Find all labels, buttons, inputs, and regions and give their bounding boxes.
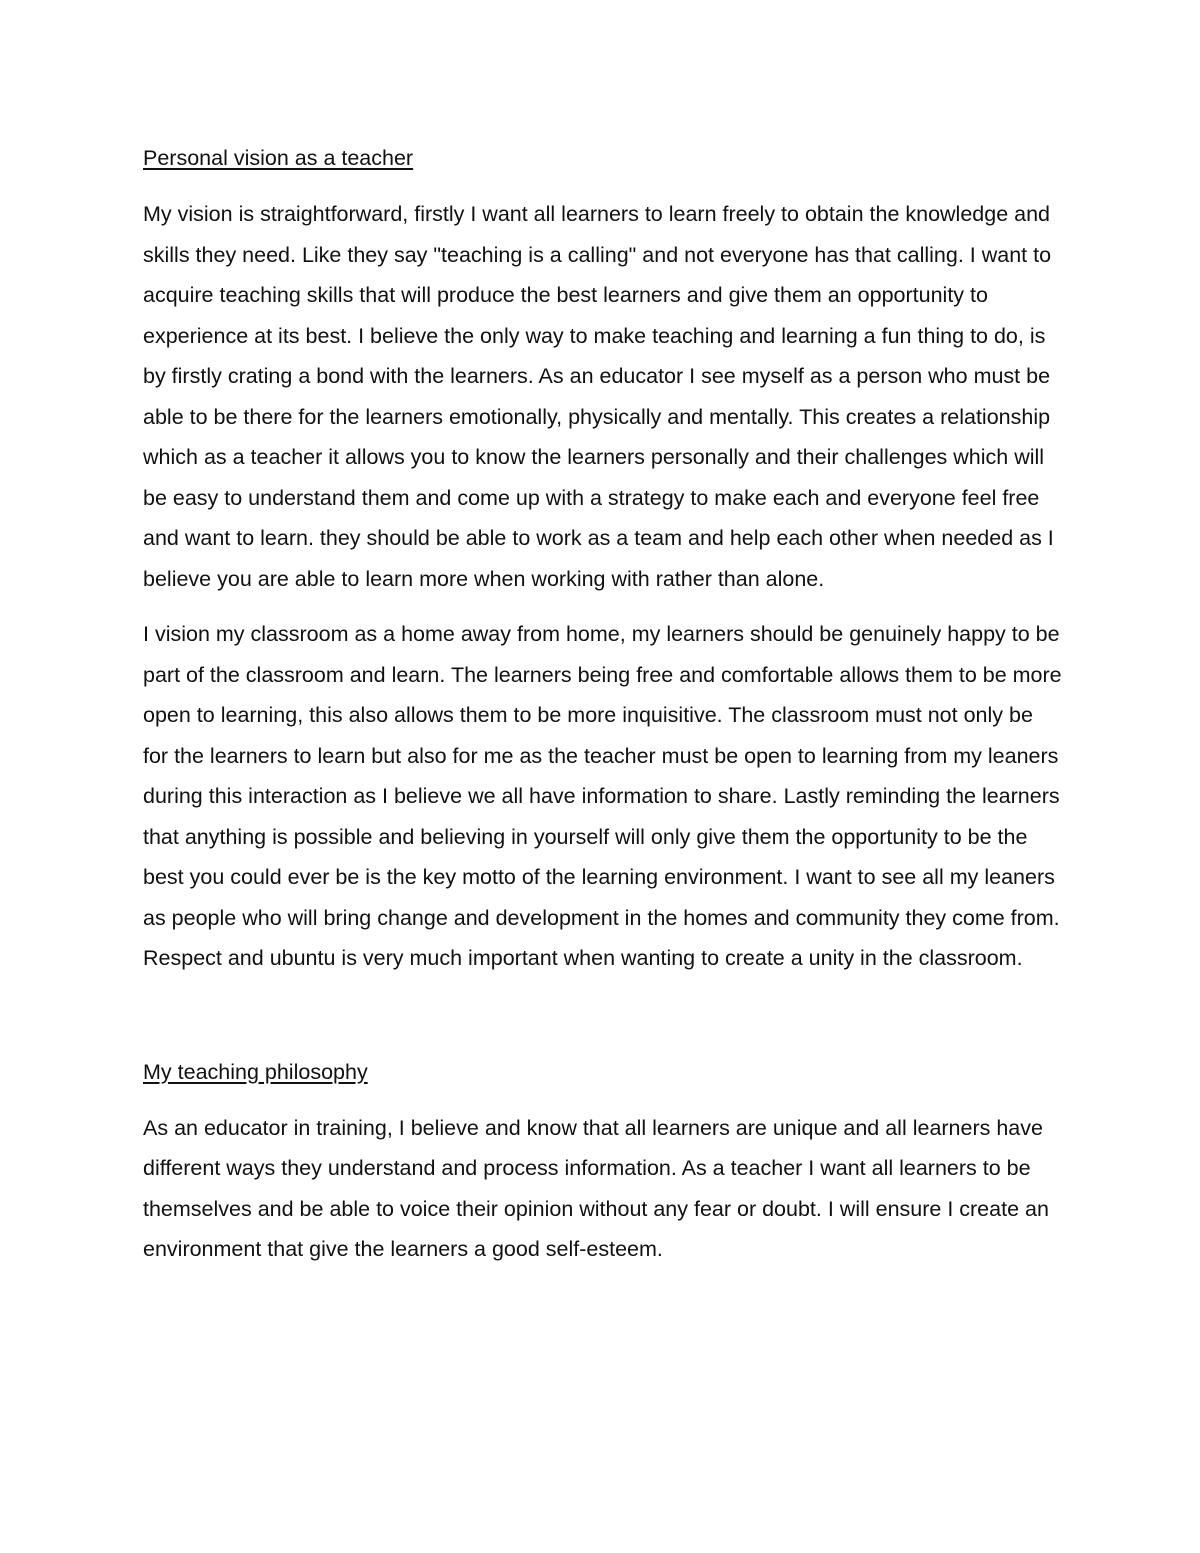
document-body <box>143 138 1063 1285</box>
paragraph-philosophy-1: As an educator in training, I believe and know that all learners are unique and all learners have different ways they understand and process information. As a teacher I want all learners to be themselves and be able to voice their opinion without any fear or doubt. I will ensure I create an environment that give the learners a good self-esteem. <box>143 1115 1049 1261</box>
section-spacer <box>143 994 1063 1052</box>
paragraph-vision-2: I vision my classroom as a home away from home, my learners should be genuinely happy to be part of the classroom and learn. The learners being free and comfortable allows them to be more open to learning, this also allows them to be more inquisitive. The classroom must not only be for the learners to learn but also for me as the teacher must be open to learning from my leaners during this interaction as I believe we all have information to share. Lastly reminding the learners that anything is possible and believing in yourself will only give them the opportunity to be the best you could ever be is the key motto of the learning environment. I want to see all my leaners as people who will bring change and development in the homes and community they come from. Respect and ubuntu is very much important when wanting to create a unity in the classroom. <box>143 622 1062 970</box>
section-heading-teaching-philosophy: My teaching philosophy <box>143 1059 368 1084</box>
paragraph-vision-1: My vision is straightforward, firstly I want all learners to learn freely to obtain the knowledge and skills they need. Like they say "teaching is a calling" and not everyone has that calling. I want to acquire teaching skills that will produce the best learners and give them an opportunity to experience at its best. I believe the only way to make teaching and learning a fun thing to do, is by firstly crating a bond with the learners. As an educator I see myself as a person who must be able to be there for the learners emotionally, physically and mentally. This creates a relationship which as a teacher it allows you to know the learners personally and their challenges which will be easy to understand them and come up with a strategy to make each and everyone feel free and want to learn. they should be able to work as a team and help each other when needed as I believe you are able to learn more when working with rather than alone. <box>143 202 1054 591</box>
section-heading-personal-vision: Personal vision as a teacher <box>143 146 414 170</box>
